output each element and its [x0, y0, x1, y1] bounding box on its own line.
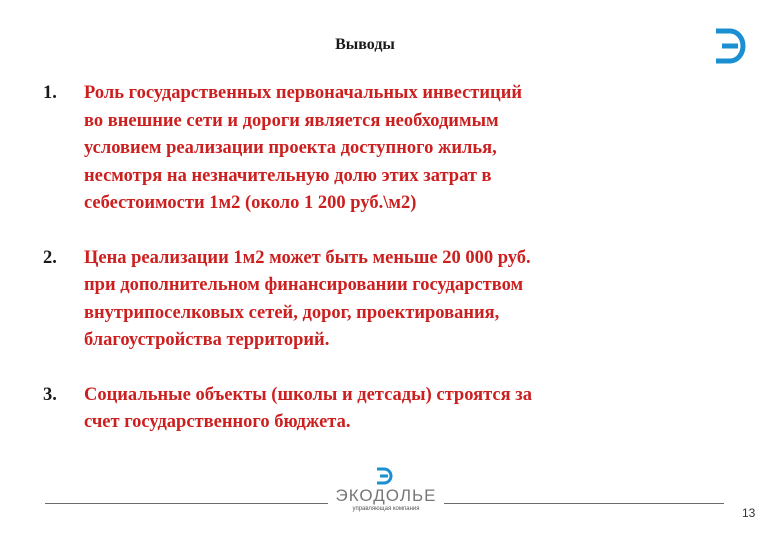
page-number: 13 [742, 506, 756, 520]
conclusion-item [43, 382, 703, 437]
conclusion-item [43, 80, 703, 218]
item-line: Социальные объекты (школы и детсады) строятся за [84, 384, 532, 405]
slide-title: Выводы [335, 36, 395, 53]
item-line: Цена реализации 1м2 может быть меньше 20 000 руб. [84, 247, 531, 268]
item-line: благоустройства территорий. [84, 330, 330, 350]
conclusion-item [43, 245, 703, 355]
item-line: Роль государственных первоначальных инвестиций [84, 83, 523, 103]
ekodolye-e-icon [712, 26, 748, 66]
item-line: во внешние сети и дороги является необходимым [84, 110, 499, 131]
item-line: при дополнительном финансировании государством [84, 275, 524, 295]
item-number: 2. [43, 247, 57, 268]
ekodolye-e-icon [374, 466, 394, 486]
item-line: условием реализации проекта доступного жилья, [84, 138, 497, 158]
footer-divider-left [45, 503, 328, 504]
conclusions-list [43, 80, 703, 437]
item-line: счет государственного бюджета. [84, 412, 351, 432]
item-line: внутрипоселковых сетей, дорог, проектирования, [84, 302, 500, 323]
item-line: несмотря на незначительную долю этих затрат в [84, 165, 492, 186]
footer-brand-logo [330, 466, 442, 516]
brand-name: ЭКОДОЛЬЕ [335, 486, 437, 505]
item-line: себестоимости 1м2 (около 1 200 руб.\м2) [84, 193, 417, 213]
footer-divider-right [444, 503, 724, 504]
item-number: 3. [43, 384, 57, 405]
item-number: 1. [43, 83, 57, 103]
brand-tagline: управляющая компания [352, 506, 420, 512]
